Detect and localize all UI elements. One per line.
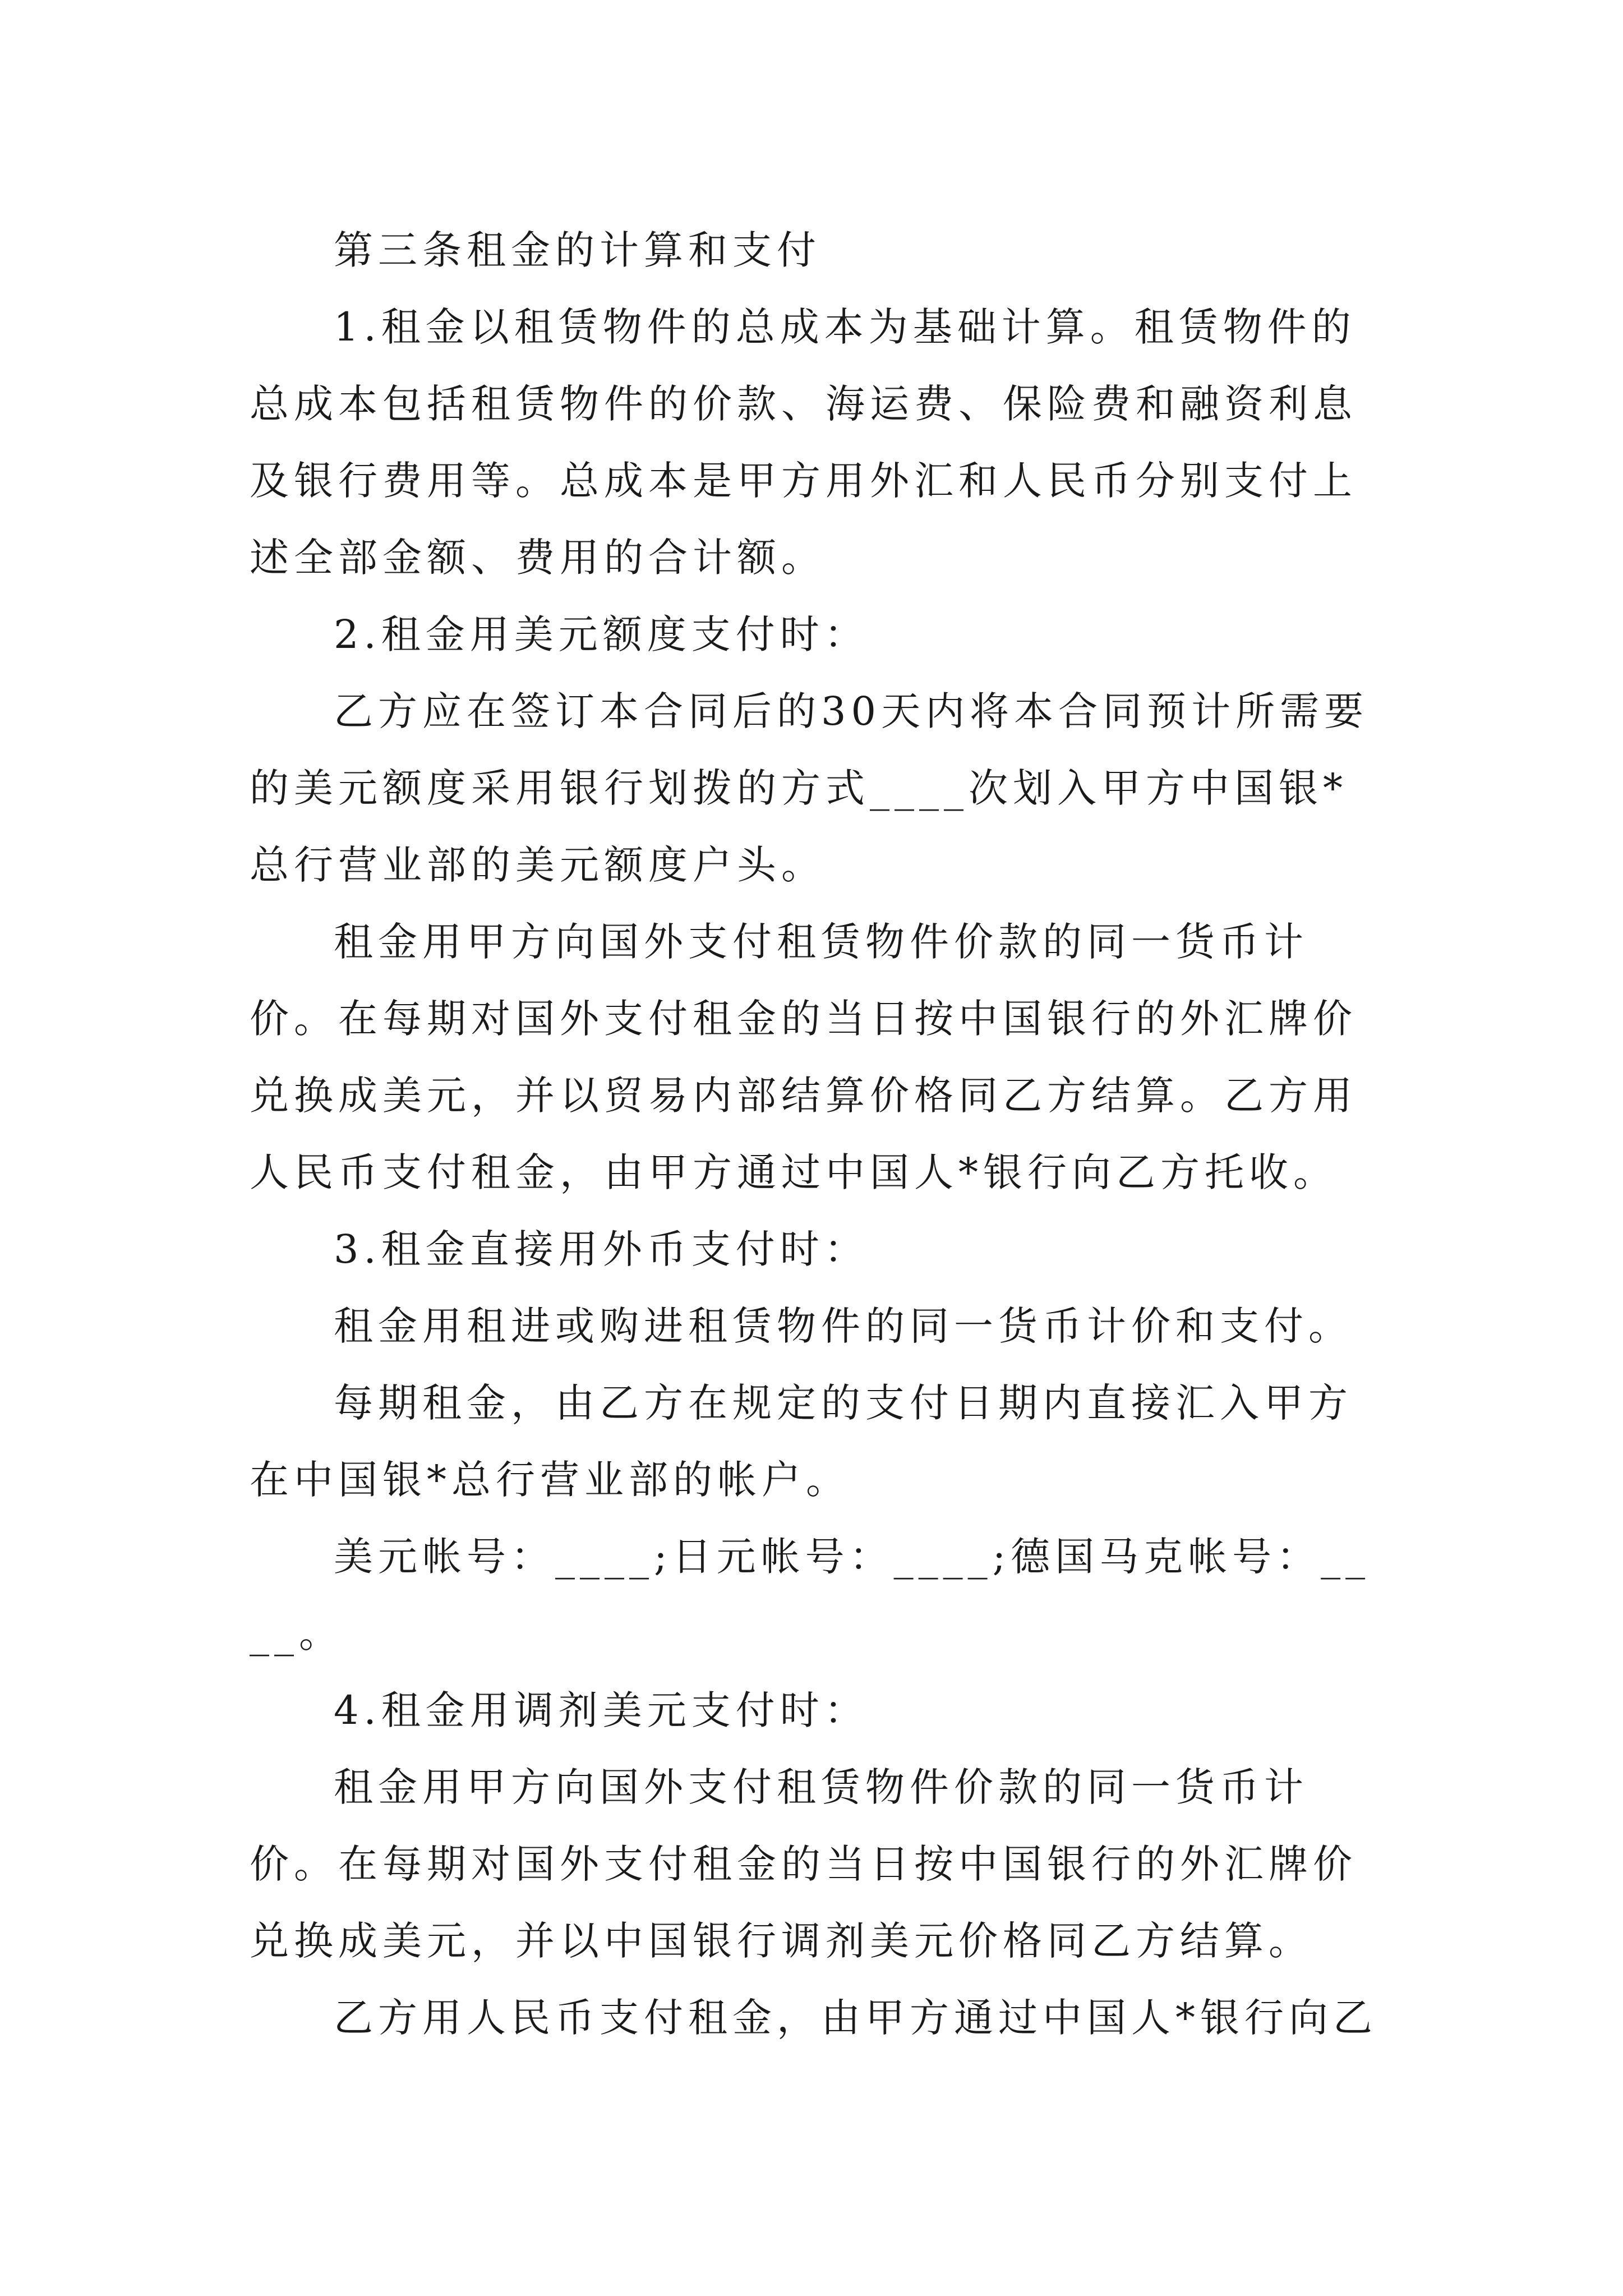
paragraph-5: 3.租金直接用外币支付时： bbox=[334, 1226, 869, 1272]
paragraph-6: 租金用租进或购进租赁物件的同一货币计价和支付。 bbox=[334, 1303, 1353, 1349]
paragraph-2: 2.租金用美元额度支付时： bbox=[334, 611, 869, 657]
paragraph-4: 租金用甲方向国外支付租赁物件价款的同一货币计价。在每期对国外支付租金的当日按中国银行的外汇牌价兑换成美元，并以贸易内部结算价格同乙方结算。乙方用人民币支付租金，由甲方通过中国人*银行向乙方托收。 bbox=[250, 919, 1357, 1195]
paragraph-11: 乙方用人民币支付租金，由甲方通过中国人*银行向乙 bbox=[334, 1995, 1377, 2041]
paragraph-8: 美元帐号：____;日元帐号：____;德国马克帐号：____。 bbox=[250, 1534, 1371, 1657]
paragraph-9: 4.租金用调剂美元支付时： bbox=[334, 1687, 869, 1733]
article-heading: 第三条租金的计算和支付 bbox=[334, 227, 821, 273]
document-body bbox=[250, 212, 1388, 2056]
paragraph-1: 1.租金以租赁物件的总成本为基础计算。租赁物件的总成本包括租赁物件的价款、海运费、保险费和融资利息及银行费用等。总成本是甲方用外汇和人民币分别支付上述全部金额、费用的合计额。 bbox=[250, 304, 1357, 581]
paragraph-3: 乙方应在签订本合同后的30天内将本合同预计所需要的美元额度采用银行划拨的方式____次划入甲方中国银*总行营业部的美元额度户头。 bbox=[250, 688, 1369, 888]
paragraph-10: 租金用甲方向国外支付租赁物件价款的同一货币计价。在每期对国外支付租金的当日按中国银行的外汇牌价兑换成美元，并以中国银行调剂美元价格同乙方结算。 bbox=[250, 1764, 1357, 1964]
paragraph-7: 每期租金，由乙方在规定的支付日期内直接汇入甲方在中国银*总行营业部的帐户。 bbox=[250, 1380, 1353, 1503]
